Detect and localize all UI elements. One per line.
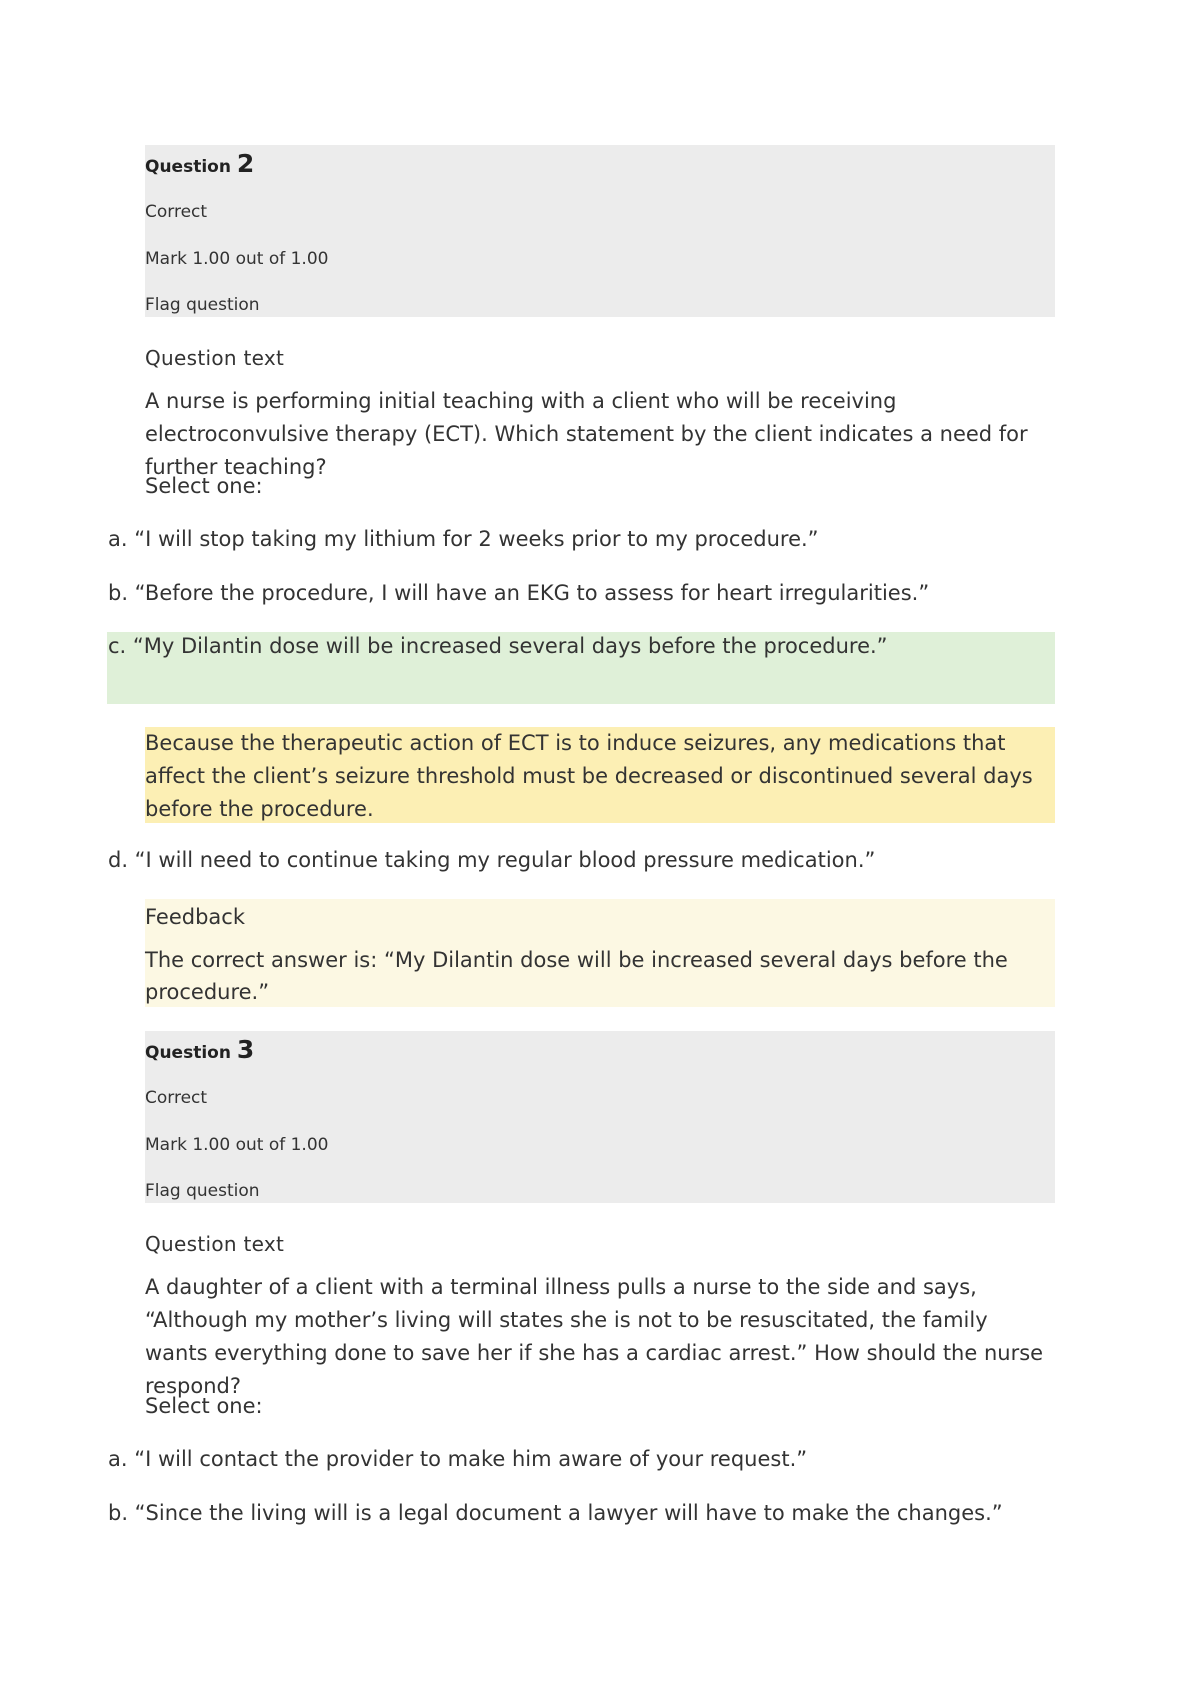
- question-2-answer-d[interactable]: d. “I will need to continue taking my regular blood pressure medication.”: [108, 848, 876, 872]
- question-3-mark: Mark 1.00 out of 1.00: [145, 1135, 329, 1155]
- question-label: Question: [145, 1043, 231, 1063]
- question-2-answer-a[interactable]: a. “I will stop taking my lithium for 2 weeks prior to my procedure.”: [108, 527, 819, 551]
- question-2-info: [145, 145, 1055, 317]
- question-3-answer-b[interactable]: b. “Since the living will is a legal document a lawyer will have to make the changes.”: [108, 1501, 1003, 1525]
- question-2-number: [145, 149, 254, 178]
- feedback-heading: Feedback: [145, 905, 246, 929]
- question-2-state: Correct: [145, 202, 208, 222]
- question-2-text-heading: Question text: [145, 346, 285, 370]
- question-number-value: 2: [236, 149, 255, 178]
- question-2-mark: Mark 1.00 out of 1.00: [145, 249, 329, 269]
- question-3-flag[interactable]: Flag question: [145, 1181, 260, 1201]
- question-3-info: [145, 1031, 1055, 1203]
- question-label: Question: [145, 157, 231, 177]
- question-3-select-prompt: Select one:: [145, 1394, 263, 1418]
- question-2-select-prompt: Select one:: [145, 474, 263, 498]
- question-3-state: Correct: [145, 1088, 208, 1108]
- question-2-feedback: [145, 899, 1055, 1007]
- question-2-answer-explanation: Because the therapeutic action of ECT is to induce seizures, any medications that affect the client’s seizure threshold must be decreased or discontinued several days before the procedure.: [145, 727, 1055, 823]
- question-number-value: 3: [236, 1035, 255, 1064]
- question-2-text: A nurse is performing initial teaching with a client who will be receiving electroconvulsive therapy (ECT). Which statement by the client indicates a need for further teaching?: [145, 389, 1028, 479]
- question-3-answer-a[interactable]: a. “I will contact the provider to make him aware of your request.”: [108, 1447, 808, 1471]
- question-2-answer-c[interactable]: c. “My Dilantin dose will be increased several days before the procedure.”: [108, 634, 888, 658]
- feedback-text: The correct answer is: “My Dilantin dose will be increased several days before the procedure.”: [145, 948, 1008, 1004]
- question-3-text: A daughter of a client with a terminal illness pulls a nurse to the side and says, “Although my mother’s living will states she is not to be resuscitated, the family wants everything done to save her if she has a cardiac arrest.” How should the nurse respond?: [145, 1275, 1044, 1398]
- question-2-flag[interactable]: Flag question: [145, 295, 260, 315]
- question-3-number: [145, 1035, 254, 1064]
- question-2-answer-b[interactable]: b. “Before the procedure, I will have an EKG to assess for heart irregularities.”: [108, 581, 930, 605]
- question-3-text-heading: Question text: [145, 1232, 285, 1256]
